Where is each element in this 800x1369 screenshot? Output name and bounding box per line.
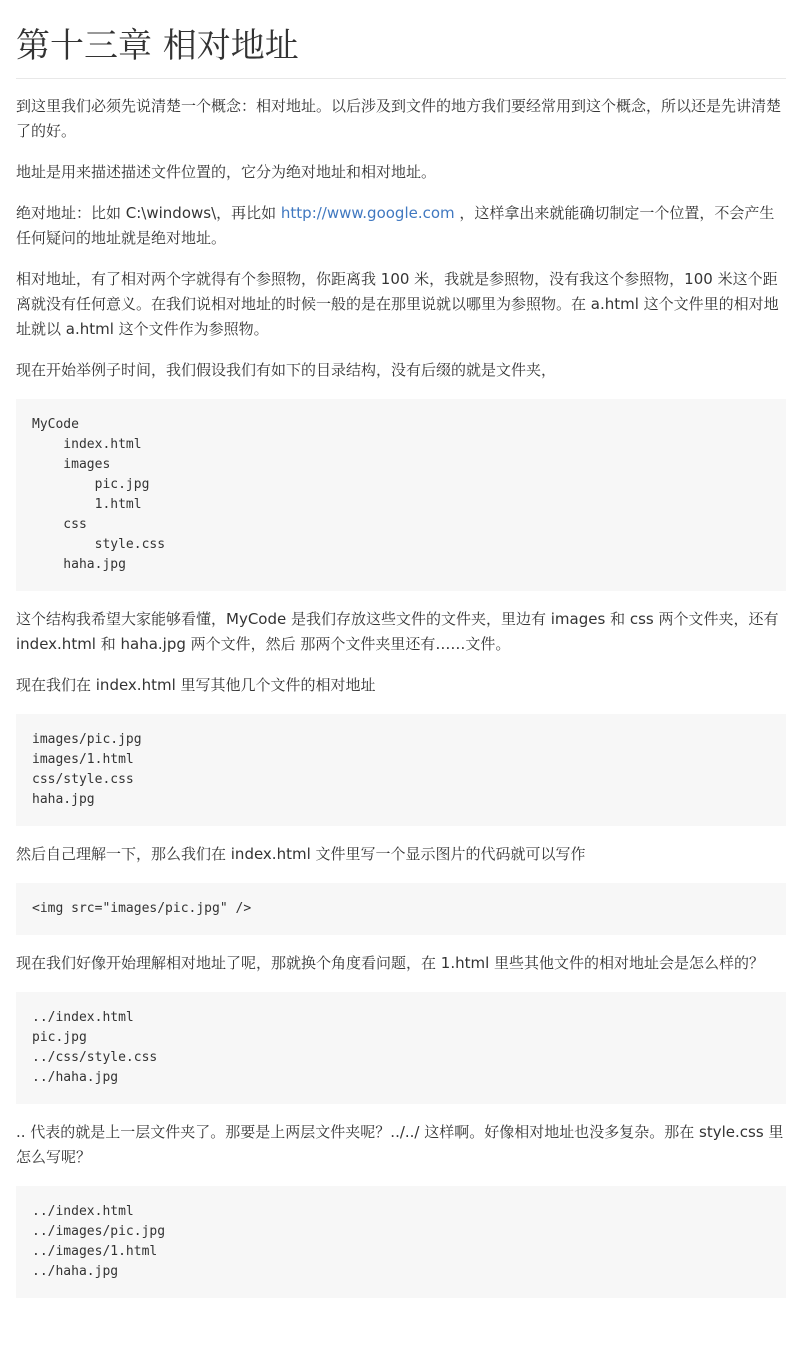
- code-block-img-tag: <img src="images/pic.jpg" />: [16, 883, 786, 935]
- paragraph-index-paths-intro: 现在我们在 index.html 里写其他几个文件的相对地址: [16, 676, 376, 694]
- code-block-css-paths: ../index.html ../images/pic.jpg ../images/1.html ../haha.jpg: [16, 1186, 786, 1298]
- paragraph-1html-question: 现在我们好像开始理解相对地址了呢，那就换个角度看问题，在 1.html 里些其他文件的相对地址会是怎么样的？: [16, 954, 765, 972]
- article-body: [16, 94, 786, 1298]
- code-block-1html-paths: ../index.html pic.jpg ../css/style.css ../haha.jpg: [16, 992, 786, 1104]
- text-segment: ，这样拿出来就能确切制定一个位置，不会产生任何疑问的地址就是绝对地址。: [16, 204, 775, 247]
- paragraph-img-intro: 然后自己理解一下，那么我们在 index.html 文件里写一个显示图片的代码就可以写作: [16, 845, 586, 863]
- paragraph-relative-address: 相对地址，有了相对两个字就得有个参照物，你距离我 100 米，我就是参照物，没有我这个参照物，100 米这个距离就没有任何意义。在我们说相对地址的时候一般的是在那里说就以哪里为参照物。在 a.html 这个文件里的相对地址就以 a.html 这个文件作为参照物。: [16, 270, 779, 338]
- text-segment: 绝对地址：比如 C:\windows\，再比如: [16, 204, 281, 222]
- code-block-directory-tree: MyCode index.html images pic.jpg 1.html css style.css haha.jpg: [16, 399, 786, 591]
- paragraph-definition: 地址是用来描述描述文件位置的，它分为绝对地址和相对地址。: [16, 163, 437, 181]
- paragraph-parent-folder: .. 代表的就是上一层文件夹了。那要是上两层文件夹呢？../../ 这样啊。好像相对地址也没多复杂。那在 style.css 里怎么写呢？: [16, 1123, 784, 1166]
- paragraph-example-intro: 现在开始举例子时间，我们假设我们有如下的目录结构，没有后缀的就是文件夹，: [16, 361, 557, 379]
- code-block-index-paths: images/pic.jpg images/1.html css/style.css haha.jpg: [16, 714, 786, 826]
- paragraph-structure-explanation: 这个结构我希望大家能够看懂，MyCode 是我们存放这些文件的文件夹，里边有 images 和 css 两个文件夹，还有 index.html 和 haha.jpg 两个文件，然后 那两个文件夹里还有……文件。: [16, 610, 779, 653]
- google-link[interactable]: http://www.google.com: [280, 204, 455, 222]
- paragraph-intro: 到这里我们必须先说清楚一个概念：相对地址。以后涉及到文件的地方我们要经常用到这个概念，所以还是先讲清楚了的好。: [16, 97, 782, 140]
- paragraph-absolute-address: [16, 201, 786, 251]
- page-title: 第十三章 相对地址: [16, 24, 786, 79]
